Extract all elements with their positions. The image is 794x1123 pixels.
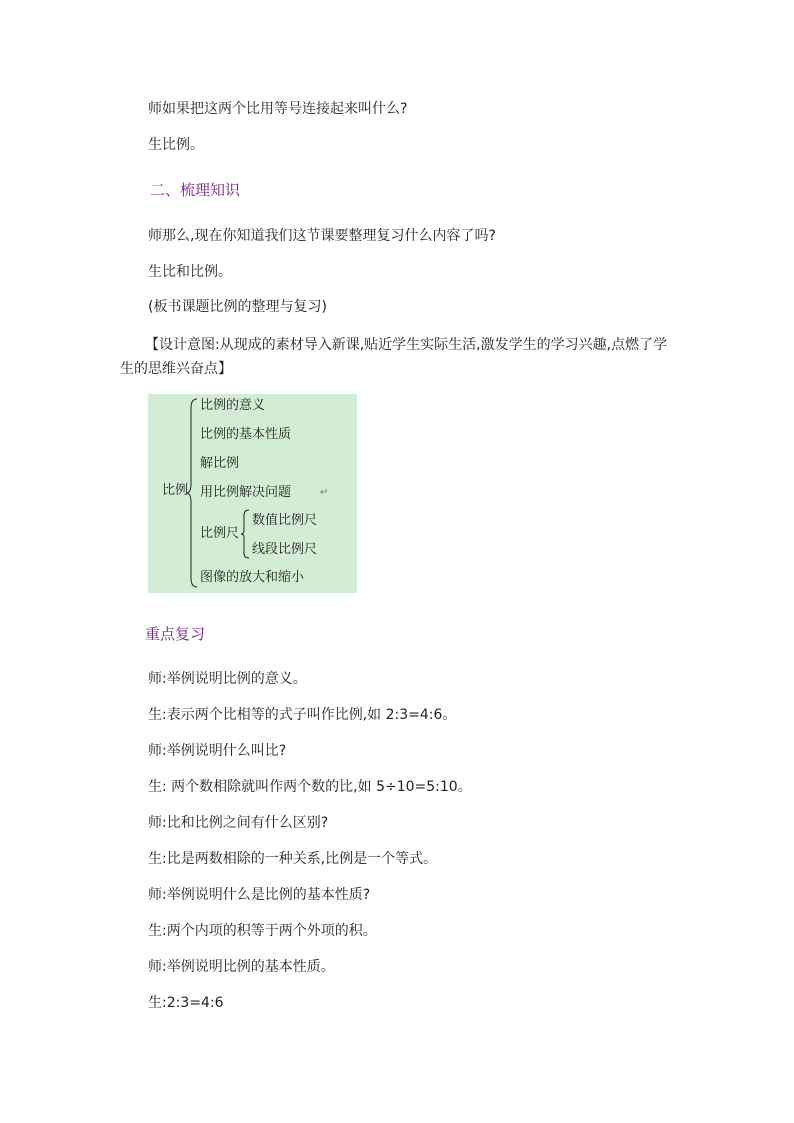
review-line: 师:举例说明比例的基本性质。 — [148, 959, 335, 975]
section-heading: 重点复习 — [145, 625, 206, 643]
design-note-line: 【设计意图:从现成的素材导入新课,贴近学生实际生活,激发学生的学习兴趣,点燃了学 — [145, 337, 668, 353]
diagram-item: 比例的意义 — [200, 398, 266, 413]
design-note-line: 生的思维兴奋点】 — [120, 361, 232, 377]
review-line: 生:比是两数相除的一种关系,比例是一个等式。 — [148, 851, 438, 867]
diagram-scale-child: 线段比例尺 — [252, 542, 318, 557]
review-line: 生:两个内项的积等于两个外项的积。 — [148, 923, 377, 939]
diagram-root: 比例 — [162, 483, 189, 498]
diagram-item: 比例的基本性质 — [200, 427, 292, 442]
review-line: 生: 两个数相除就叫作两个数的比,如 5÷10=5:10。 — [148, 779, 472, 795]
paragraph: 师如果把这两个比用等号连接起来叫什么? — [148, 101, 408, 117]
review-line: 师:比和比例之间有什么区别? — [148, 815, 329, 831]
paragraph: 生比和比例。 — [148, 264, 232, 280]
diagram-item: 图像的放大和缩小 — [200, 570, 305, 585]
review-line: 生:表示两个比相等的式子叫作比例,如 2:3=4:6。 — [148, 707, 457, 723]
diagram-scale-label: 比例尺 — [200, 526, 240, 541]
review-line: 生:2:3=4:6 — [148, 995, 224, 1011]
paragraph: 生比例。 — [148, 137, 204, 153]
section-heading: 二、梳理知识 — [150, 181, 241, 199]
diagram-scale-child: 数值比例尺 — [252, 513, 318, 528]
review-line: 师:举例说明什么是比例的基本性质? — [148, 887, 371, 903]
diagram-item: 解比例 — [200, 456, 240, 471]
knowledge-diagram — [148, 394, 357, 593]
design-note — [120, 333, 680, 381]
review-line: 师:举例说明什么叫比? — [148, 743, 287, 759]
main-brace — [187, 398, 199, 588]
review-line: 师:举例说明比例的意义。 — [148, 671, 307, 687]
scale-brace — [241, 509, 251, 559]
diagram-item: 用比例解决问题 — [200, 485, 292, 500]
paragraph: (板书课题比例的整理与复习) — [148, 299, 327, 315]
return-mark: ↵ — [320, 487, 329, 498]
paragraph: 师那么,现在你知道我们这节课要整理复习什么内容了吗? — [148, 228, 496, 244]
